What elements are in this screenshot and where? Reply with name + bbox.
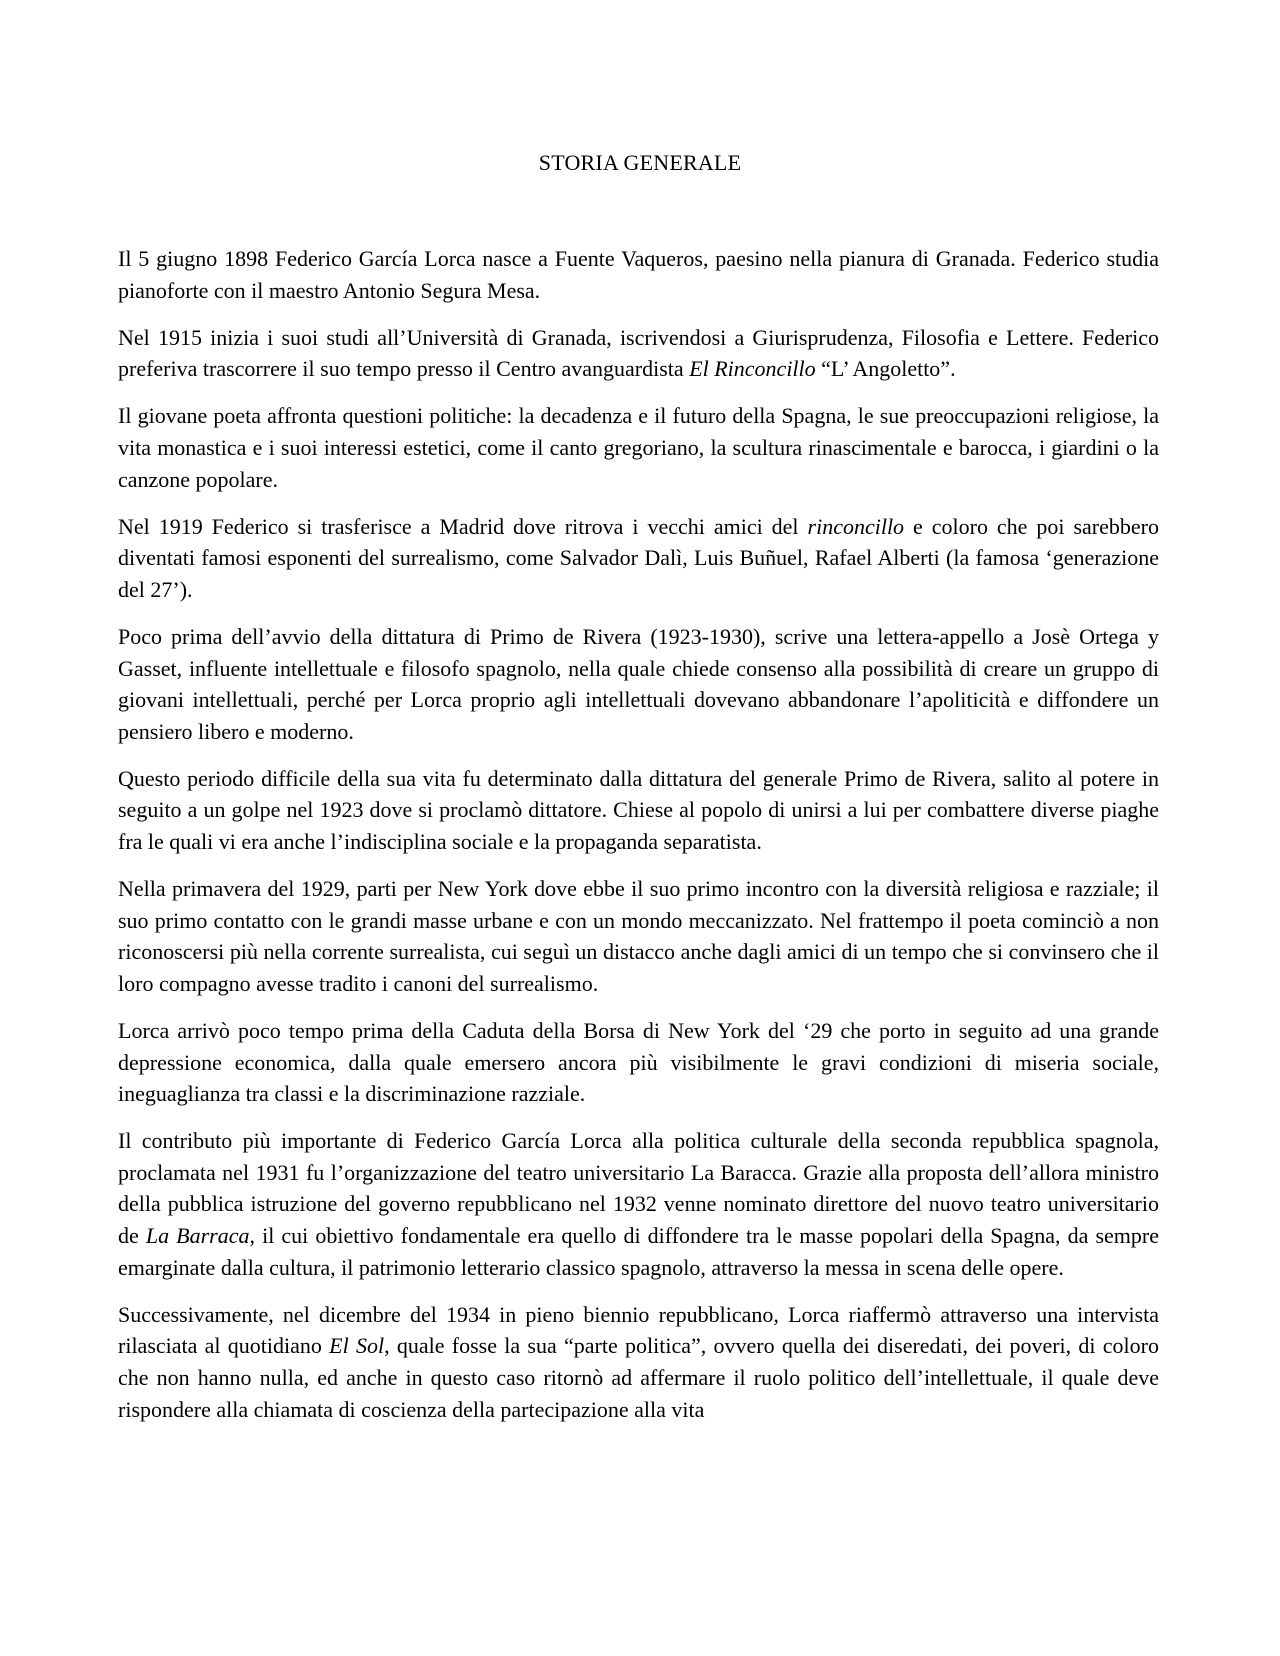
- paragraph: [118, 400, 1159, 495]
- text-run: “L’ Angoletto”.: [815, 356, 956, 382]
- italic-text-run: rinconcillo: [807, 513, 905, 539]
- text-run: Il giovane poeta affronta questioni politiche: la decadenza e il futuro della Spagna, le sue preoccupazioni religiose, la vita monastica e i suoi interessi estetici, come il canto gregoriano, la scultura rinascimentale e barocca, i giardini o la canzone popolare.: [118, 403, 1159, 492]
- text-run: e coloro che poi sarebbero diventati famosi esponenti del surrealismo, come Salvador Dalì, Luis Buñuel, Rafael Alberti (la famosa ‘generazione del 27’).: [118, 513, 1159, 602]
- paragraph: [118, 1125, 1159, 1283]
- text-run: Il contributo più importante di Federico García Lorca alla politica culturale della seconda repubblica spagnola, proclamata nel 1931 fu l’organizzazione del teatro universitario La Baracca. Grazie alla proposta dell’allora ministro della pubblica istruzione del governo repubblicano nel 1932 venne nominato direttore del nuovo teatro universitario de: [118, 1128, 1159, 1249]
- text-run: , quale fosse la sua “parte politica”, ovvero quella dei diseredati, dei poveri, di coloro che non hanno nulla, ed anche in questo caso ritornò ad affermare il ruolo politico dell’intellettuale, il quale deve rispondere alla chiamata di coscienza della partecipazione alla vita: [118, 1333, 1159, 1422]
- paragraph: [118, 243, 1159, 306]
- paragraph: [118, 511, 1159, 606]
- text-run: Nella primavera del 1929, parti per New York dove ebbe il suo primo incontro con la diversità religiosa e razziale; il suo primo contatto con le grandi masse urbane e con un mondo meccanizzato. Nel frattempo il poeta cominciò a non riconoscersi più nella corrente surrealista, cui seguì un distacco anche dagli amici di un tempo che si convinsero che il loro compagno avesse tradito i canoni del surrealismo.: [118, 876, 1159, 996]
- text-run: Lorca arrivò poco tempo prima della Caduta della Borsa di New York del ‘29 che porto in seguito ad una grande depressione economica, dalla quale emersero ancora più visibilmente le gravi condizioni di miseria sociale, ineguaglianza tra classi e la discriminazione razziale.: [118, 1017, 1159, 1107]
- text-run: Poco prima dell’avvio della dittatura di Primo de Rivera (1923-1930), scrive una lettera-appello a Josè Ortega y Gasset, influente intellettuale e filosofo spagnolo, nella quale chiede consenso alla possibilità di creare un gruppo di giovani intellettuali, perché per Lorca proprio agli intellettuali dovevano abbandonare l’apoliticità e diffondere un pensiero libero e moderno.: [118, 623, 1159, 744]
- paragraph: [118, 322, 1159, 385]
- italic-text-run: El Rinconcillo: [689, 356, 816, 382]
- text-run: Questo periodo difficile della sua vita fu determinato dalla dittatura del generale Primo de Rivera, salito al potere in seguito a un golpe nel 1923 dove si proclamò dittatore. Chiese al popolo di unirsi a lui per combattere diverse piaghe fra le quali vi era anche l’indisciplina sociale e la propaganda separatista.: [118, 765, 1159, 854]
- italic-text-run: El Sol: [329, 1333, 385, 1359]
- text-run: , il cui obiettivo fondamentale era quello di diffondere tra le masse popolari della Spagna, da sempre emarginate dalla cultura, il patrimonio letterario classico spagnolo, attraverso la messa in scena delle opere.: [118, 1223, 1160, 1280]
- page-title: STORIA GENERALE: [538, 150, 742, 175]
- text-run: Successivamente, nel dicembre del 1934 in pieno biennio repubblicano, Lorca riaffermò attraverso una intervista rilasciata al quotidiano: [118, 1301, 1159, 1359]
- document-body: [118, 243, 1159, 1441]
- paragraph: [118, 873, 1159, 999]
- text-run: Nel 1919 Federico si trasferisce a Madrid dove ritrova i vecchi amici del: [118, 513, 808, 539]
- paragraph: [118, 763, 1159, 858]
- text-run: Nel 1915 inizia i suoi studi all’Università di Granada, iscrivendosi a Giurisprudenza, Filosofia e Lettere. Federico preferiva trascorrere il suo tempo presso il Centro avanguardista: [118, 324, 1159, 382]
- paragraph: [118, 621, 1159, 747]
- italic-text-run: La Barraca: [145, 1223, 250, 1249]
- paragraph: [118, 1299, 1159, 1425]
- paragraph: [118, 1015, 1159, 1110]
- text-run: Il 5 giugno 1898 Federico García Lorca nasce a Fuente Vaqueros, paesino nella pianura di Granada. Federico studia pianoforte con il maestro Antonio Segura Mesa.: [118, 246, 1159, 303]
